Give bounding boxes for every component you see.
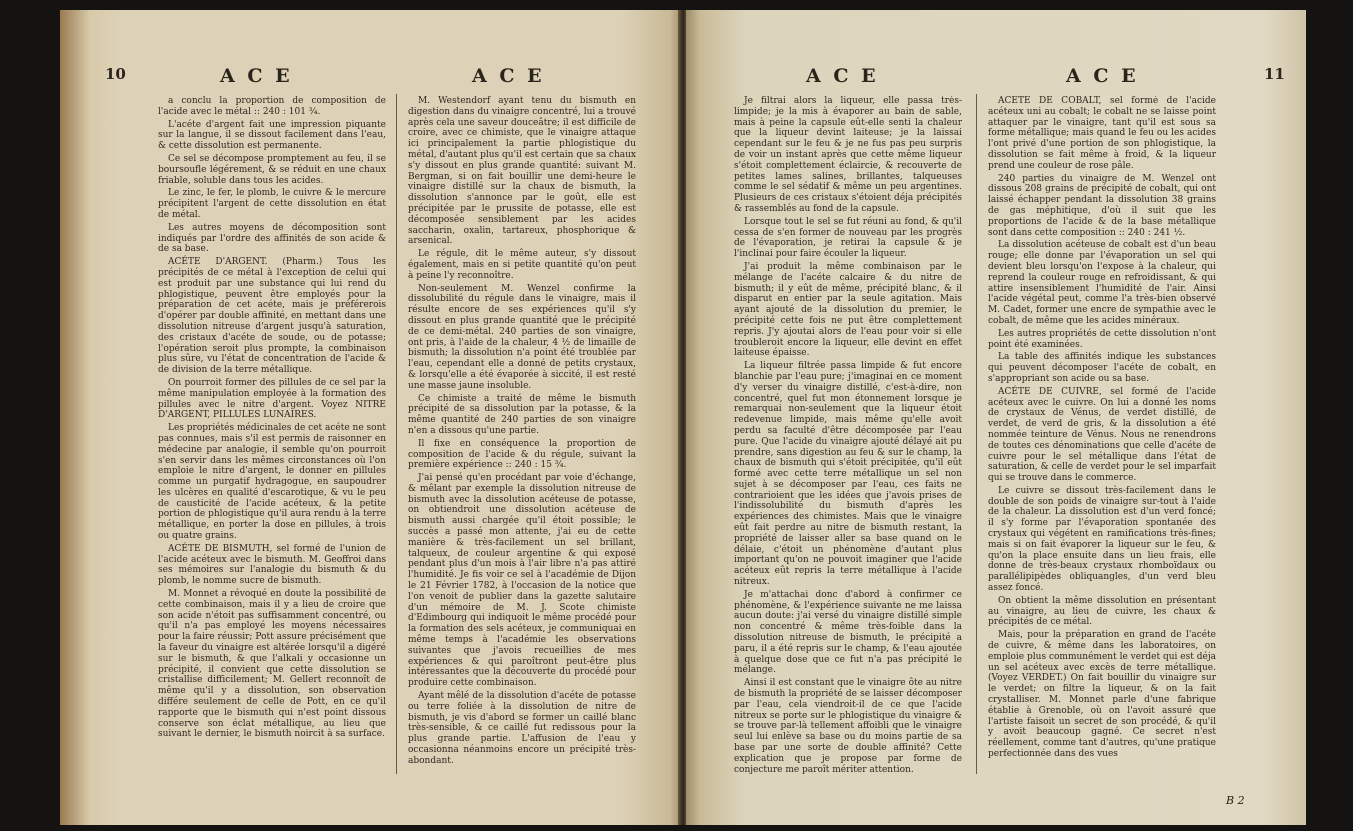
right-page <box>686 10 1306 825</box>
paragraph: On pourroit former des pillules de ce sel par la même manipulation employée à la formation des pillules avec le nitre d'argent. Voyez NITRE D'ARGENT, PILLULES LUNAIRES. <box>158 377 386 421</box>
running-head: A C E <box>220 65 293 87</box>
paragraph: ACÉTE DE COBALT, sel formé de l'acide acéteux uni au cobalt; le cobalt ne se laisse point attaquer par le vinaigre, tant qu'il est sous sa forme métallique; mais quand le feu ou les acides l'ont privé d'une portion de son phlogistique, la dissolution se fait même à froid, & la liqueur prend une couleur de rose pâle. <box>988 96 1216 171</box>
text-column-2 <box>988 96 1216 786</box>
paragraph: ACÉTE DE CUIVRE, sel formé de l'acide acéteux avec le cuivre. On lui a donné les noms de crystaux de Vénus, de verdet distillé, de verdet, de verd de gris, & la dissolution a été nommée teinture de Vénus. Nous ne renendrons de toutes ces dénominations que celle d'acéte de cuivre pour le sel métallique dans l'état de saturation, & celle de verdet pour le sel imparfait qui se trouve dans le commerce. <box>988 386 1216 484</box>
paragraph: Je filtrai alors la liqueur, elle passa très-limpide; je la mis à évaporer au bain de sable, mais à peine la capsule eût-elle senti la chaleur que la liqueur devint laiteuse; je la laissai cependant sur le feu & je ne fus pas peu surpris de voir un instant après que cette même liqueur s'étoit complettement éclaircie, & recouverte de petites lames salines, brillantes, talqueuses comme le sel sédatif & même un peu argentines. Plusieurs de ces cristaux s'étoient déja précipités & rassemblés au fond de la capsule. <box>734 96 962 214</box>
paragraph: L'acéte d'argent fait une impression piquante sur la langue, il se dissout facilement dans l'eau, & cette dissolution est permanente. <box>158 119 386 152</box>
paragraph: Les autres moyens de décomposition sont indiqués par l'ordre des affinités de son acide & de sa base. <box>158 222 386 255</box>
paragraph: Je m'attachai donc d'abord à confirmer ce phénomène, & l'expérience suivante ne me laissa aucun doute: j'ai versé du vinaigre distillé simple non concentré & même très-foible dans la dissolution nitreuse de bismuth, le précipité a paru, il a été repris sur le champ, & l'eau ajoutée à quelque dose que ce fut n'a pas précipité le mélange. <box>734 589 962 676</box>
text-column-1 <box>158 96 386 786</box>
paragraph: ACÉTE D'ARGENT. (Pharm.) Tous les précipités de ce métal à l'exception de celui qui est produit par une substance qui lui rend du phlogistique, peuvent être employés pour la préparation de cet acéte, mais je préférerois d'opérer par double affinité, en mettant dans une dissolution nitreuse d'argent jusqu'à saturation, des cristaux d'acéte de soude, ou de potasse; l'opération seroit plus prompte, la combinaison plus sûre, vu l'état de concentration de l'acide & de division de la terre métallique. <box>158 257 386 376</box>
paragraph: On obtient la même dissolution en présentant au vinaigre, au lieu de cuivre, les chaux & précipités de ce métal. <box>988 595 1216 628</box>
paragraph: Ce sel se décompose promptement au feu, il se boursoufle légérement, & se réduit en une chaux friable, soluble dans tous les acides. <box>158 153 386 186</box>
paragraph: M. Monnet a révoqué en doute la possibilité de cette combinaison, mais il y a lieu de croire que son acide n'étoit pas suffisamment concentré, ou qu'il n'a pas employé les moyens nécessaires pour la faire réussir; Pott assure précisément que la faveur du vinaigre est altérée lorsqu'il a digéré sur le bismuth, & que l'alkali y occasionne un précipité, il convient que cette dissolution se cristallise difficilement; M. Gellert reconnoît de même qu'il y a dissolution, son observation différe seulement de celle de Pott, en ce qu'il rapporte que le bismuth qui n'est point dissous conserve son éclat métallique, au lieu que suivant le dernier, le bismuth noircit à sa surface. <box>158 589 386 740</box>
left-page <box>60 10 680 825</box>
paragraph: La liqueur filtrée passa limpide & fut encore blanchie par l'eau pure; j'imaginai en ce moment d'y verser du vinaigre distillé, c'est-à-dire, non concentré, quel fut mon étonnement lorsque je remarquai non-seulement que la liqueur étoit redevenue limpide, mais même qu'elle avoit perdu sa faculté d'être décomposée par l'eau pure. Que l'acide du vinaigre ajouté délayé ait pu prendre, sans digestion au feu & sur le champ, la chaux de bismuth qui s'étoit précipitée, qu'il eût formé avec cette terre métallique un sel non sujet à se décomposer par l'eau, ces faits ne contrarioient que les idées que j'avois prises de l'indissolubilité du bismuth d'après les expériences des chimistes. Mais que le vinaigre eût fait perdre au nitre de bismuth restant, la propriété de laisser aller sa base quand on le délaie, c'étoit un phénomène d'autant plus important qu'on ne pouvoit imaginer que l'acide acéteux eût repris la terre métallique à l'acide nitreux. <box>734 361 962 588</box>
signature-mark: B 2 <box>1226 794 1245 807</box>
paragraph: a conclu la proportion de composition de l'acide avec le métal :: 240 : 101 ¾. <box>158 96 386 117</box>
paragraph: J'ai produit la même combinaison par le mélange de l'acéte calcaire & du nitre de bismuth; il y eût de même, précipité blanc, & il disparut en entier par la seule agitation. Mais ayant ajouté de la dissolution du premier, le précipité cette fois ne put être complettement repris. J'y ajoutai alors de l'eau pour voir si elle troubleroit encore la liqueur, elle devint en effet laiteuse épaisse. <box>734 261 962 359</box>
paragraph: 240 parties du vinaigre de M. Wenzel ont dissous 208 grains de précipité de cobalt, qui ont laissé échapper pendant la dissolution 38 grains de gas méphitique, d'où il suit que les proportions de l'acide & de la base métallique sont dans cette composition :: 240 : 241 ½. <box>988 173 1216 238</box>
paragraph: Ayant mêlé de la dissolution d'acéte de potasse ou terre foliée à la dissolution de nitre de bismuth, je vis d'abord se former un caillé blanc très-sensible, & ce caillé fut redissous pour la plus grande partie. L'affusion de l'eau y occasionna néanmoins encore un précipité très-abondant. <box>408 691 636 766</box>
paragraph: Le cuivre se dissout très-facilement dans le double de son poids de vinaigre sur-tout à l'aide de la chaleur. La dissolution est d'un verd foncé; il s'y forme par l'évaporation spontanée des crystaux qui végétent en ramifications très-fines; mais si on fait évaporer la liqueur sur le feu, & qu'on la place ensuite dans un lieu frais, elle donne de très-beaux crystaux rhomboïdaux ou parallélipipèdes obliquangles, d'un verd bleu assez foncé. <box>988 485 1216 594</box>
paragraph: Il fixe en conséquence la proportion de composition de l'acide & du régule, suivant la première expérience :: 240 : 15 ¾. <box>408 438 636 471</box>
paragraph: J'ai pensé qu'en procédant par voie d'échange, & mêlant par exemple la dissolution nitreuse de bismuth avec la dissolution acéteuse de potasse, on obtiendroit une dissolution acéteuse de bismuth aussi chargée qu'il étoit possible; le succès a passé mon attente, j'ai eu de cette manière & très-facilement un sel brillant, talqueux, de couleur argentine & qui exposé pendant plus d'un mois à l'air libre n'a pas attiré l'humidité. Je fis voir ce sel à l'académie de Dijon le 21 Février 1782, à l'occasion de la notice que l'on venoit de publier dans la gazette salutaire d'un mémoire de M. J. Scote chimiste d'Edimbourg qui indiquoit le même procédé pour la formation des sels acéteux, je communiquai en même temps à l'académie les observations suivantes que j'avois recueillies de mes expériences & qui paroîtront peut-être plus intéressantes que la découverte du procédé pour produire cette combinaison. <box>408 473 636 689</box>
paragraph: Ce chimiste a traité de même le bismuth précipité de sa dissolution par la potasse, & la même quantité de 240 parties de son vinaigre n'en a dissous qu'une partie. <box>408 393 636 436</box>
text-column-1 <box>734 96 962 786</box>
paragraph: ACÉTE DE BISMUTH, sel formé de l'union de l'acide acéteux avec le bismuth. M. Geoffroi dans ses mémoires sur l'analogie du bismuth & du plomb, le nomme sucre de bismuth. <box>158 543 386 587</box>
paragraph: Les autres propriétés de cette dissolution n'ont point été examinées. <box>988 328 1216 350</box>
paragraph: La table des affinités indique les substances qui peuvent décomposer l'acéte de cobalt, en s'appropriant son acide ou sa base. <box>988 352 1216 384</box>
page-number: 10 <box>105 65 126 83</box>
paragraph: Ainsi il est constant que le vinaigre ôte au nitre de bismuth la propriété de se laisser décomposer par l'eau, cela viendroit-il de ce que l'acide nitreux se porte sur le phlogistique du vinaigre & se trouve par-là tellement affoibli que le vinaigre seul lui enlève sa base ou du moins partie de sa base par une sorte de double affinité? Cette explication que je propose par forme de conjecture me paroît mériter attention. <box>734 678 962 775</box>
running-head: A C E <box>472 65 545 87</box>
paragraph: Le zinc, le fer, le plomb, le cuivre & le mercure précipitent l'argent de cette dissolution en état de métal. <box>158 188 386 220</box>
paragraph: Les propriétés médicinales de cet acéte ne sont pas connues, mais s'il est permis de raisonner en médecine par analogie, il semble qu'on pourroit s'en servir dans les mêmes circonstances où l'on emploie le nitre d'argent, le donner en pillules comme un purgatif hydragogue, en saupoudrer les ulcères en qualité d'escarotique, & vu le peu de causticité de l'acide acéteux, & la petite portion de phlogistique qu'il aura rendu à la terre métallique, en porter la dose en pillules, à trois ou quatre grains. <box>158 423 386 542</box>
paragraph: Lorsque tout le sel se fut réuni au fond, & qu'il cessa de s'en former de nouveau par les progrès de l'évaporation, je retirai la capsule & je l'inclinai pour faire écouler la liqueur. <box>734 216 962 260</box>
paragraph: Le régule, dit le même auteur, s'y dissout également, mais en si petite quantité qu'on peut à peine l'y reconnoître. <box>408 249 636 281</box>
running-head: A C E <box>806 65 879 87</box>
column-rule <box>976 94 977 774</box>
running-head: A C E <box>1066 65 1139 87</box>
page-number: 11 <box>1264 65 1285 83</box>
column-rule <box>396 94 397 774</box>
text-column-2 <box>408 96 636 786</box>
paragraph: Mais, pour la préparation en grand de l'acéte de cuivre, & même dans les laboratoires, on emploie plus communément le verdet qui est déja un sel acéteux avec excès de terre métallique. (Voyez VERDET.) On fait bouillir du vinaigre sur le verdet; on filtre la liqueur, & on la fait crystalliser. M. Monnet parle d'une fabrique établie à Grenoble, où on l'avoit assuré que l'artiste faisoit un secret de son procédé, & qu'il y avoit beaucoup gagné. Ce secret n'est réellement, comme tant d'autres, qu'une pratique perfectionnée dans des vues <box>988 630 1216 760</box>
paragraph: La dissolution acéteuse de cobalt est d'un beau rouge; elle donne par l'évaporation un sel qui devient bleu lorsqu'on l'expose à la chaleur, qui reprend la couleur rouge en refroidissant, & qui attire insensiblement l'humidité de l'air. Ainsi l'acide végétal peut, comme l'a très-bien observé M. Cadet, former une encre de sympathie avec le cobalt, de même que les acides minéraux. <box>988 240 1216 326</box>
paragraph: Non-seulement M. Wenzel confirme la dissolubilité du régule dans le vinaigre, mais il résulte encore de ses expériences qu'il s'y dissout en plus grande quantité que le précipité de ce demi-métal. 240 parties de son vinaigre, ont pris, à l'aide de la chaleur, 4 ½ de limaille de bismuth; la dissolution n'a point été troublée par l'eau, cependant elle a donné de petits crystaux, & lorsqu'elle a été évaporée à siccité, il est resté une masse jaune insoluble. <box>408 283 636 391</box>
book-spread <box>60 10 1300 825</box>
paragraph: M. Westendorf ayant tenu du bismuth en digestion dans du vinaigre concentré, lui a trouvé après cela une saveur douceâtre; il est difficile de croire, avec ce chimiste, que le vinaigre attaque ici principalement la partie phlogistique du métal, d'autant plus qu'il est certain que sa chaux s'y dissout en plus grande quantité: suivant M. Bergman, si on fait bouillir une demi-heure le vinaigre distillé sur la chaux de bismuth, la dissolution s'annonce par le goût, elle est précipitée par le prussite de potasse, elle est décomposée sensiblement par les acides saccharin, oxalin, tartareux, phosphorique & arsenical. <box>408 96 636 247</box>
